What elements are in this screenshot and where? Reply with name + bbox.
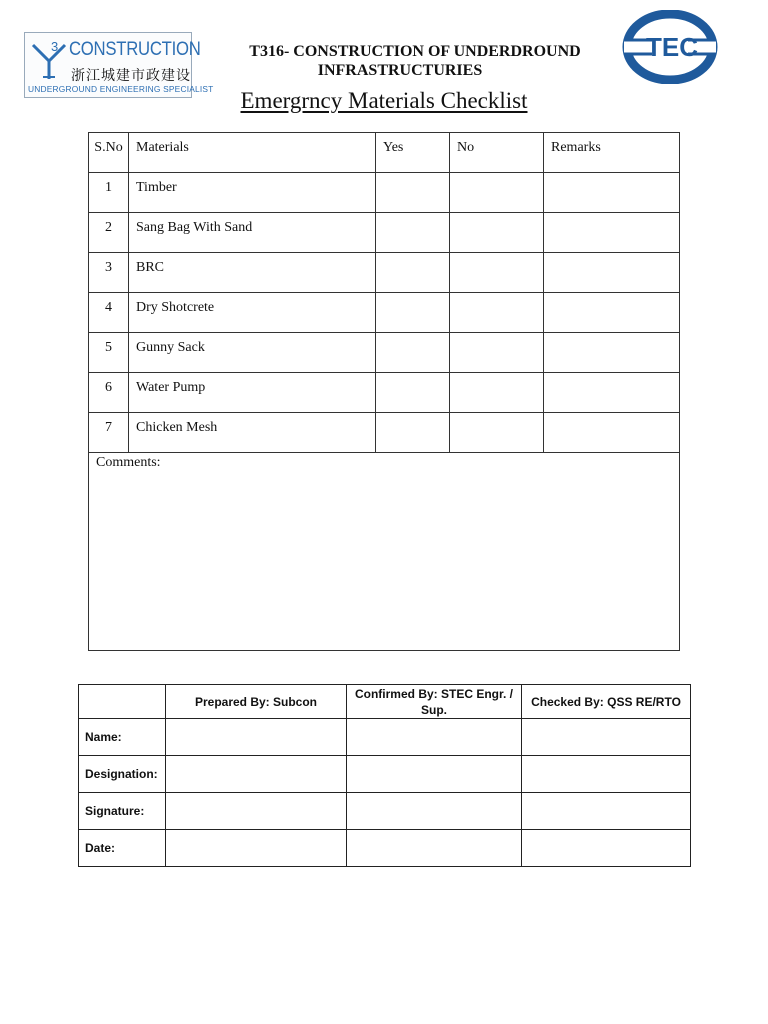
table-row (89, 253, 680, 293)
signoff-table (78, 684, 691, 867)
signoff-label: Designation: (79, 756, 166, 793)
header-yes: Yes (376, 133, 450, 173)
svg-text:3: 3 (51, 39, 59, 54)
signoff-cell[interactable] (522, 756, 691, 793)
checked-by-header: Checked By: QSS RE/RTO (522, 685, 691, 719)
remarks-cell[interactable] (544, 293, 680, 333)
signoff-row-designation (79, 756, 691, 793)
comments-row (89, 453, 680, 651)
signoff-cell[interactable] (166, 830, 347, 867)
signoff-cell[interactable] (347, 719, 522, 756)
row-material: Chicken Mesh (129, 413, 376, 453)
signoff-corner-cell (79, 685, 166, 719)
header-sno: S.No (89, 133, 129, 173)
header-no: No (450, 133, 544, 173)
signoff-header-row (79, 685, 691, 719)
yes-cell[interactable] (376, 173, 450, 213)
table-row (89, 293, 680, 333)
row-material: Dry Shotcrete (129, 293, 376, 333)
remarks-cell[interactable] (544, 333, 680, 373)
signoff-cell[interactable] (522, 830, 691, 867)
signoff-cell[interactable] (347, 756, 522, 793)
signoff-cell[interactable] (347, 830, 522, 867)
yes-cell[interactable] (376, 293, 450, 333)
logo-brand-text: CONSTRUCTION (69, 39, 201, 60)
project-title-line2: INFRASTRUCTURIES (317, 62, 483, 79)
confirmed-by-header: Confirmed By: STEC Engr. / Sup. (347, 685, 522, 719)
row-sno: 7 (89, 413, 129, 453)
signoff-label: Date: (79, 830, 166, 867)
no-cell[interactable] (450, 333, 544, 373)
no-cell[interactable] (450, 373, 544, 413)
yes-cell[interactable] (376, 413, 450, 453)
yes-cell[interactable] (376, 253, 450, 293)
signoff-cell[interactable] (166, 719, 347, 756)
logo-tagline: UNDERGROUND ENGINEERING SPECIALIST (28, 84, 214, 94)
y3-logo-mark-icon (29, 37, 69, 81)
row-material: Sang Bag With Sand (129, 213, 376, 253)
row-sno: 6 (89, 373, 129, 413)
project-title-line1: T316- CONSTRUCTION OF UNDERDROUND (249, 43, 581, 60)
row-sno: 1 (89, 173, 129, 213)
header-remarks: Remarks (544, 133, 680, 173)
yes-cell[interactable] (376, 213, 450, 253)
project-title (200, 42, 600, 80)
signoff-label: Signature: (79, 793, 166, 830)
no-cell[interactable] (450, 293, 544, 333)
signoff-cell[interactable] (347, 793, 522, 830)
header-materials: Materials (129, 133, 376, 173)
signoff-cell[interactable] (522, 719, 691, 756)
signoff-row-name (79, 719, 691, 756)
row-sno: 2 (89, 213, 129, 253)
signoff-cell[interactable] (522, 793, 691, 830)
table-row (89, 173, 680, 213)
row-sno: 3 (89, 253, 129, 293)
checklist-header-row (89, 133, 680, 173)
stec-logo-text: TEC (646, 32, 698, 62)
no-cell[interactable] (450, 213, 544, 253)
signoff-row-date (79, 830, 691, 867)
signoff-label: Name: (79, 719, 166, 756)
table-row (89, 213, 680, 253)
signoff-cell[interactable] (166, 793, 347, 830)
remarks-cell[interactable] (544, 253, 680, 293)
table-row (89, 333, 680, 373)
no-cell[interactable] (450, 173, 544, 213)
remarks-cell[interactable] (544, 373, 680, 413)
remarks-cell[interactable] (544, 173, 680, 213)
row-sno: 4 (89, 293, 129, 333)
yes-cell[interactable] (376, 373, 450, 413)
signoff-row-signature (79, 793, 691, 830)
row-material: Water Pump (129, 373, 376, 413)
remarks-cell[interactable] (544, 413, 680, 453)
signoff-cell[interactable] (166, 756, 347, 793)
row-material: Timber (129, 173, 376, 213)
row-sno: 5 (89, 333, 129, 373)
materials-checklist-table (88, 132, 680, 651)
stec-logo-icon (622, 10, 718, 84)
no-cell[interactable] (450, 413, 544, 453)
document-title: Emergrncy Materials Checklist (240, 88, 528, 113)
prepared-by-header: Prepared By: Subcon (166, 685, 347, 719)
no-cell[interactable] (450, 253, 544, 293)
yes-cell[interactable] (376, 333, 450, 373)
row-material: Gunny Sack (129, 333, 376, 373)
comments-field[interactable]: Comments: (89, 453, 680, 651)
row-material: BRC (129, 253, 376, 293)
table-row (89, 413, 680, 453)
remarks-cell[interactable] (544, 213, 680, 253)
logo-chinese-text: 浙江城建市政建设 (71, 68, 191, 84)
table-row (89, 373, 680, 413)
